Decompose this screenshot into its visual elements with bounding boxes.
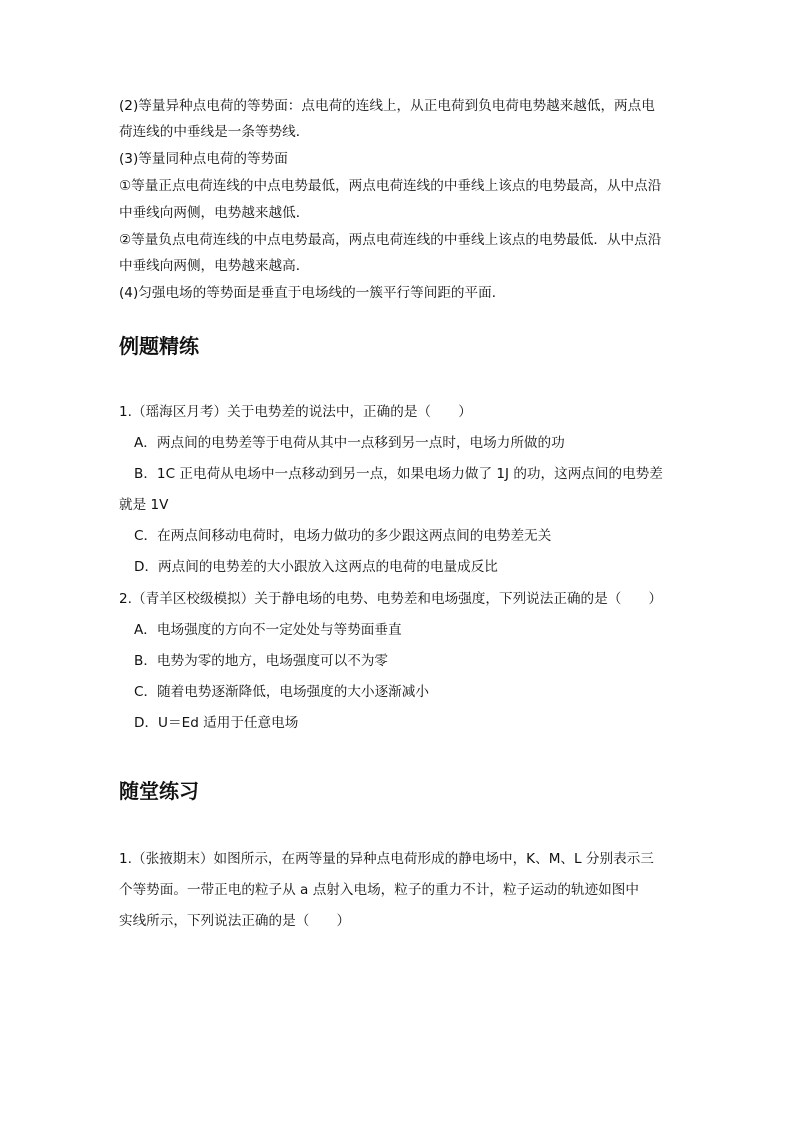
intro-line-1: (2)等量异种点电荷的等势面：点电荷的连线上，从正电荷到负电荷电势越来越低，两点电	[119, 98, 655, 114]
example-q2-option-d: D．U＝Ed 适用于任意电场	[134, 715, 299, 731]
example-q2-stem: 2.（青羊区校级模拟）关于静电场的电势、电势差和电场强度，下列说法正确的是（ ）	[119, 591, 663, 607]
section-title-examples: 例题精练	[119, 334, 199, 358]
intro-line-3: (3)等量同种点电荷的等势面	[119, 151, 288, 167]
example-q1-option-d: D．两点间的电势差的大小跟放入这两点的电荷的电量成反比	[134, 559, 498, 575]
intro-line-7: 中垂线向两侧，电势越来越高．	[119, 258, 310, 274]
practice-q1-line-3: 实线所示，下列说法正确的是（ ）	[119, 913, 351, 929]
example-q1-option-b: B．1C 正电荷从电场中一点移动到另一点，如果电场力做了 1J 的功，这两点间的电势差	[134, 466, 663, 482]
example-q1-stem: 1.（瑶海区月考）关于电势差的说法中，正确的是（ ）	[119, 404, 472, 420]
example-q1-option-b-cont: 就是 1V	[119, 497, 169, 513]
practice-q1-line-1: 1.（张掖期末）如图所示，在两等量的异种点电荷形成的静电场中，K、M、L 分别表示三	[119, 851, 654, 867]
example-q2-option-c: C．随着电势逐渐降低，电场强度的大小逐渐减小	[134, 684, 429, 700]
example-q2-option-b: B．电势为零的地方，电场强度可以不为零	[134, 653, 389, 669]
intro-line-2: 荷连线的中垂线是一条等势线．	[119, 124, 310, 140]
intro-line-5: 中垂线向两侧，电势越来越低．	[119, 205, 310, 221]
example-q1-option-a: A．两点间的电势差等于电荷从其中一点移到另一点时，电场力所做的功	[134, 435, 565, 451]
practice-q1-line-2: 个等势面。一带正电的粒子从 a 点射入电场，粒子的重力不计，粒子运动的轨迹如图中	[119, 882, 639, 898]
example-q1-option-c: C．在两点间移动电荷时，电场力做功的多少跟这两点间的电势差无关	[134, 528, 552, 544]
example-q2-option-a: A．电场强度的方向不一定处处与等势面垂直	[134, 622, 402, 638]
intro-line-4: ①等量正点电荷连线的中点电势最低，两点电荷连线的中垂线上该点的电势最高，从中点沿	[119, 178, 662, 194]
intro-line-6: ②等量负点电荷连线的中点电势最高，两点电荷连线的中垂线上该点的电势最低．从中点沿	[119, 232, 662, 248]
intro-line-8: (4)匀强电场的等势面是垂直于电场线的一簇平行等间距的平面．	[119, 285, 506, 301]
section-title-practice: 随堂练习	[119, 779, 199, 803]
